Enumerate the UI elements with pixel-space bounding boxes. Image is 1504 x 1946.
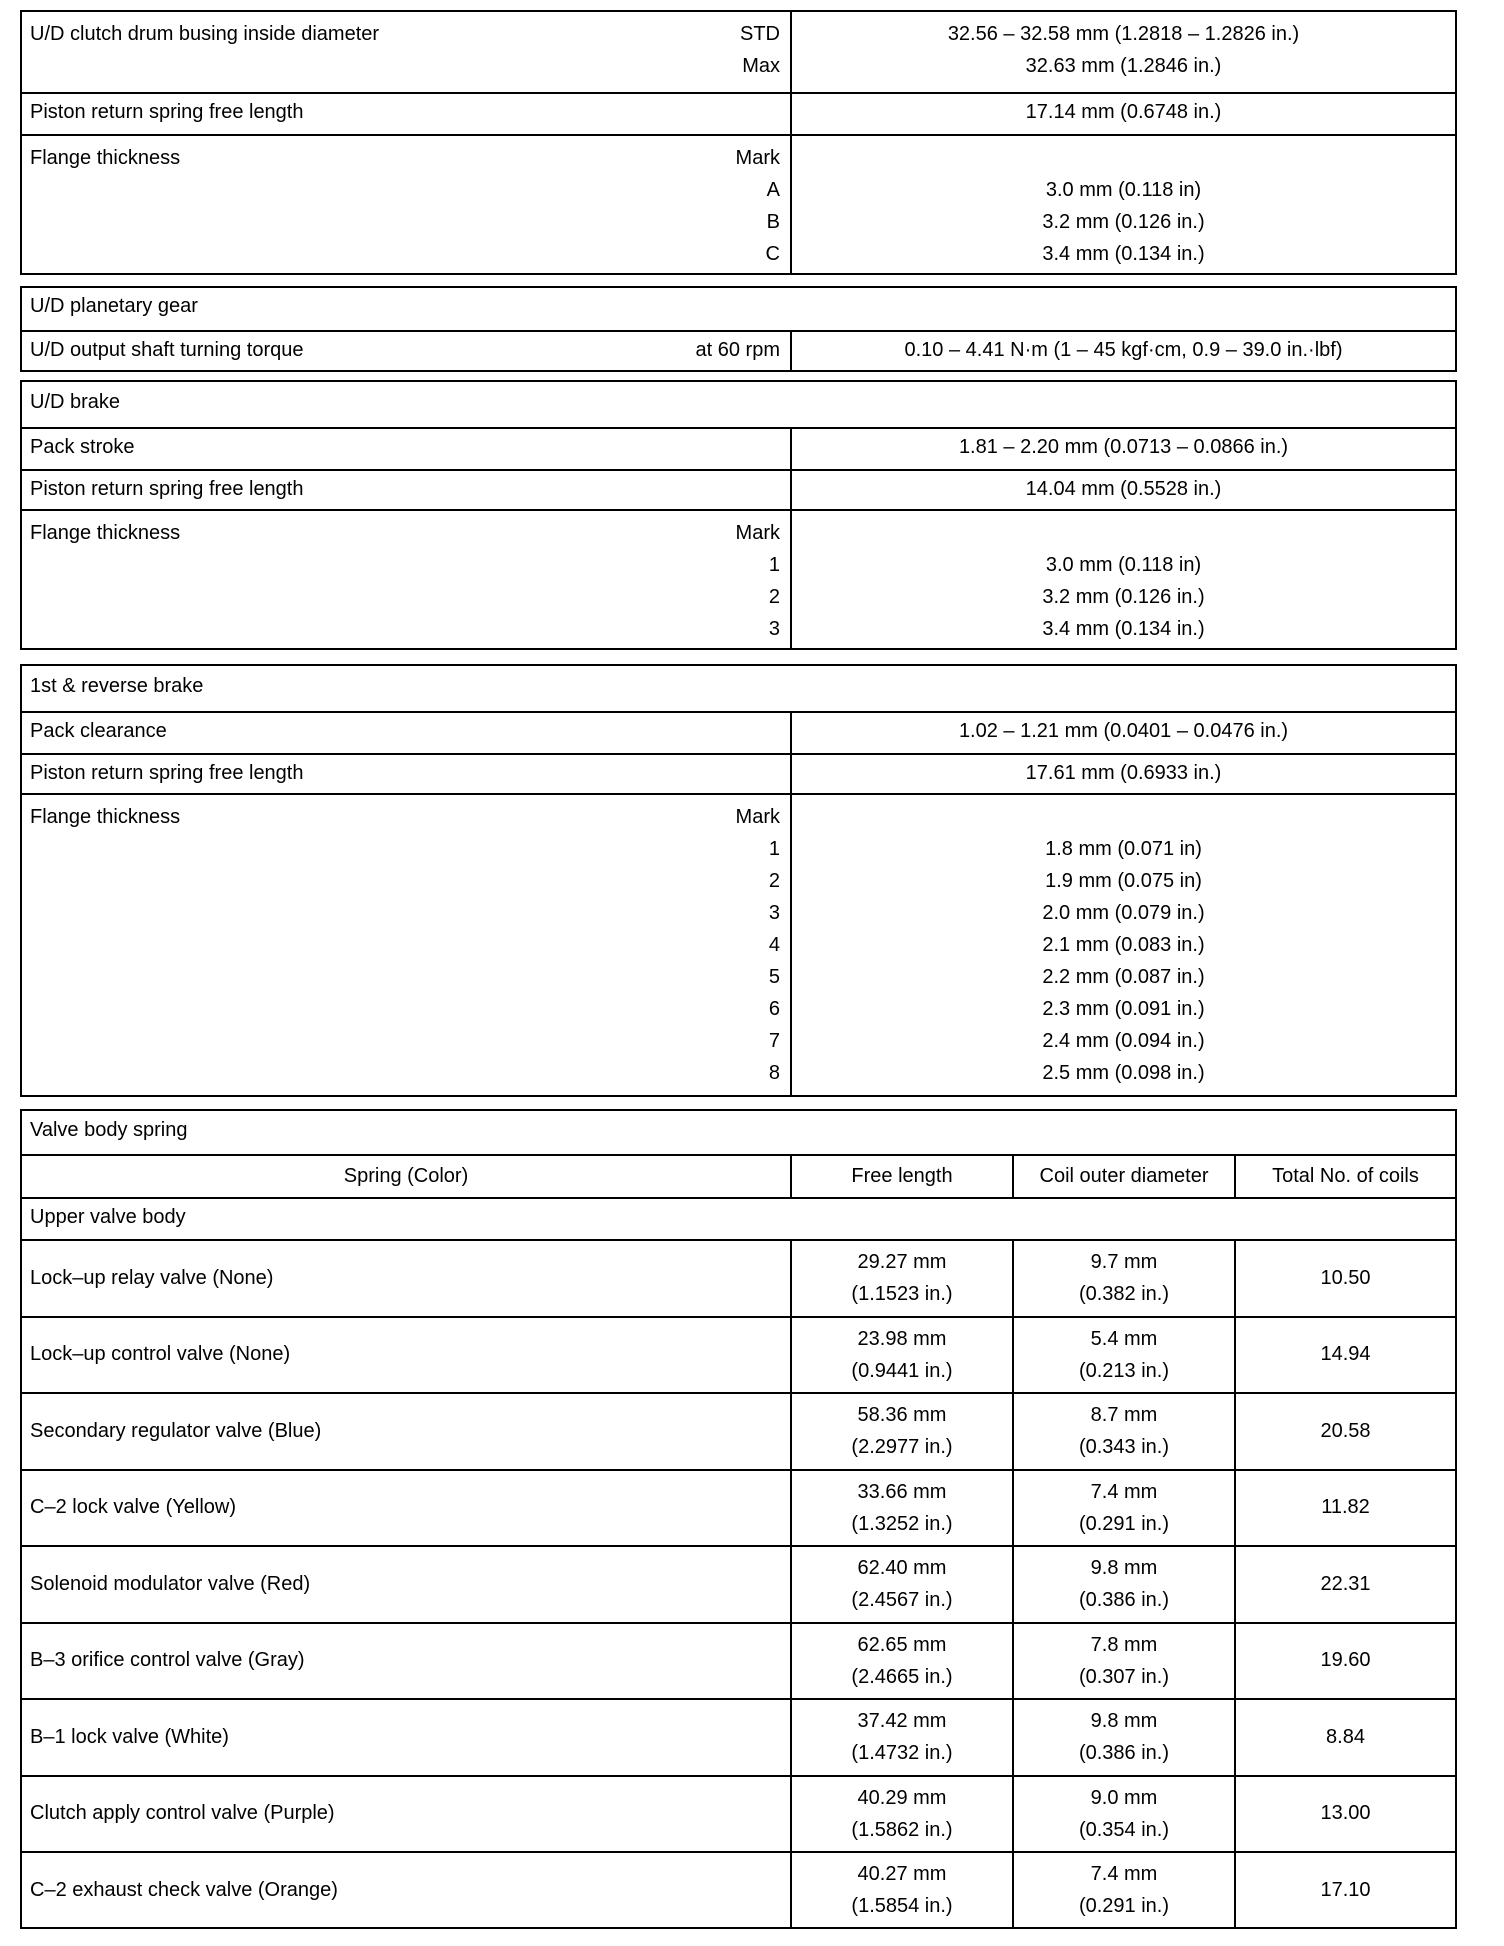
- spring-row: [22, 1698, 1455, 1775]
- coil-diameter-mm: 7.4 mm: [1090, 1480, 1158, 1503]
- mark: C: [765, 243, 780, 265]
- flange-value: 2.3 mm (0.091 in.): [1042, 998, 1205, 1020]
- bushing-row: [22, 12, 1455, 92]
- flange-value: 3.0 mm (0.118 in): [1045, 554, 1202, 576]
- flange-label: Flange thickness: [30, 522, 181, 544]
- pack-clearance-label: Pack clearance: [30, 720, 167, 742]
- free-length-mm: 23.98 mm: [857, 1327, 947, 1350]
- free-length-mm: 40.27 mm: [857, 1863, 947, 1886]
- spring-name: C–2 lock valve (Yellow): [22, 1471, 792, 1546]
- coil-diameter-mm: 5.4 mm: [1090, 1327, 1158, 1350]
- mark: 1: [768, 838, 780, 860]
- total-coils: 20.58: [1320, 1419, 1371, 1442]
- free-length-in: (1.5862 in.): [851, 1818, 953, 1841]
- coil-diameter-in: (0.386 in.): [1078, 1742, 1170, 1765]
- spring-row: [22, 1545, 1455, 1622]
- mark: 2: [768, 870, 780, 892]
- spring-name: Secondary regulator valve (Blue): [22, 1394, 792, 1469]
- coil-diameter-mm: 8.7 mm: [1090, 1404, 1158, 1427]
- coil-diameter-in: (0.343 in.): [1078, 1436, 1170, 1459]
- coil-diameter-in: (0.291 in.): [1078, 1895, 1170, 1918]
- total-coils: 17.10: [1320, 1878, 1371, 1901]
- spring-name: B–1 lock valve (White): [22, 1700, 792, 1775]
- mark: 7: [768, 1030, 780, 1052]
- spring-value: 17.61 mm (0.6933 in.): [1025, 762, 1222, 784]
- header-coil-diameter: Coil outer diameter: [1014, 1156, 1236, 1197]
- ud-planetary-table: [20, 286, 1457, 372]
- free-length-in: (1.3252 in.): [851, 1512, 953, 1535]
- mark: 5: [768, 966, 780, 988]
- spring-row: [22, 1239, 1455, 1316]
- spring-label: Piston return spring free length: [30, 101, 304, 123]
- mark: 8: [768, 1062, 780, 1084]
- free-length-mm: 58.36 mm: [857, 1404, 947, 1427]
- mark: 4: [768, 934, 780, 956]
- flange-label: Flange thickness: [30, 806, 181, 828]
- spring-label: Piston return spring free length: [30, 478, 304, 500]
- spring-name: B–3 orifice control valve (Gray): [22, 1624, 792, 1699]
- free-length-mm: 62.40 mm: [857, 1557, 947, 1580]
- coil-diameter-in: (0.386 in.): [1078, 1589, 1170, 1612]
- free-length-in: (2.4567 in.): [851, 1589, 953, 1612]
- free-length-mm: 29.27 mm: [857, 1251, 947, 1274]
- free-length-in: (1.5854 in.): [851, 1895, 953, 1918]
- coil-diameter-mm: 7.8 mm: [1090, 1633, 1158, 1656]
- mark: 6: [768, 998, 780, 1020]
- coil-diameter-mm: 9.0 mm: [1090, 1786, 1158, 1809]
- total-coils: 19.60: [1320, 1649, 1371, 1672]
- reverse-brake-title: 1st & reverse brake: [30, 675, 204, 697]
- spring-row: [22, 1469, 1455, 1546]
- spring-name: Lock–up relay valve (None): [22, 1241, 792, 1316]
- pack-clearance-value: 1.02 – 1.21 mm (0.0401 – 0.0476 in.): [958, 720, 1289, 742]
- total-coils: 13.00: [1320, 1802, 1371, 1825]
- spring-name: C–2 exhaust check valve (Orange): [22, 1853, 792, 1928]
- coil-diameter-mm: 7.4 mm: [1090, 1863, 1158, 1886]
- mark: B: [766, 211, 780, 233]
- header-spring: Spring (Color): [22, 1156, 792, 1197]
- std-value: 32.56 – 32.58 mm (1.2818 – 1.2826 in.): [947, 23, 1300, 45]
- total-coils: 22.31: [1320, 1572, 1371, 1595]
- coil-diameter-in: (0.213 in.): [1078, 1359, 1170, 1382]
- spring-value: 14.04 mm (0.5528 in.): [1025, 478, 1222, 500]
- flange-row: [22, 134, 1455, 273]
- torque-value: 0.10 – 4.41 N·m (1 – 45 kgf·cm, 0.9 – 39.0 in.·lbf): [904, 339, 1343, 361]
- flange-value: 2.4 mm (0.094 in.): [1042, 1030, 1205, 1052]
- spring-name: Lock–up control valve (None): [22, 1318, 792, 1393]
- coil-diameter-in: (0.291 in.): [1078, 1512, 1170, 1535]
- ud-clutch-table: [20, 10, 1457, 275]
- free-length-mm: 33.66 mm: [857, 1480, 947, 1503]
- column-headers: [22, 1154, 1455, 1197]
- spring-name: Clutch apply control valve (Purple): [22, 1777, 792, 1852]
- torque-row: [22, 330, 1455, 370]
- total-coils: 11.82: [1321, 1496, 1370, 1519]
- mark-label: Mark: [735, 806, 780, 828]
- reverse-brake-table: [20, 664, 1457, 1097]
- total-coils: 14.94: [1320, 1343, 1371, 1366]
- bushing-label: U/D clutch drum busing inside diameter: [30, 23, 380, 45]
- max-label: Max: [742, 55, 780, 77]
- max-value: 32.63 mm (1.2846 in.): [1025, 55, 1222, 77]
- mark-label: Mark: [735, 522, 780, 544]
- mark: 2: [768, 586, 780, 608]
- torque-label: U/D output shaft turning torque: [30, 339, 304, 361]
- spring-value: 17.14 mm (0.6748 in.): [1025, 101, 1222, 123]
- flange-value: 2.0 mm (0.079 in.): [1042, 902, 1205, 924]
- total-coils: 8.84: [1326, 1725, 1365, 1748]
- spring-label: Piston return spring free length: [30, 762, 304, 784]
- spring-name: Solenoid modulator valve (Red): [22, 1547, 792, 1622]
- spring-row: [22, 1775, 1455, 1852]
- free-length-in: (2.2977 in.): [851, 1436, 953, 1459]
- flange-value: 1.8 mm (0.071 in): [1045, 838, 1202, 860]
- total-coils: 10.50: [1320, 1266, 1371, 1289]
- valve-body-spring-table: [20, 1109, 1457, 1929]
- free-length-mm: 37.42 mm: [857, 1710, 947, 1733]
- free-length-mm: 62.65 mm: [857, 1633, 947, 1656]
- pack-stroke-label: Pack stroke: [30, 436, 135, 458]
- mark-label: Mark: [735, 147, 780, 169]
- flange-value: 3.4 mm (0.134 in.): [1042, 618, 1205, 640]
- spring-row: [22, 1316, 1455, 1393]
- flange-label: Flange thickness: [30, 147, 181, 169]
- mark: 3: [768, 902, 780, 924]
- flange-value: 2.5 mm (0.098 in.): [1042, 1062, 1205, 1084]
- pack-stroke-value: 1.81 – 2.20 mm (0.0713 – 0.0866 in.): [958, 436, 1289, 458]
- free-length-in: (1.1523 in.): [851, 1283, 953, 1306]
- planetary-title: U/D planetary gear: [30, 295, 198, 317]
- flange-value: 2.2 mm (0.087 in.): [1042, 966, 1205, 988]
- torque-condition: at 60 rpm: [695, 339, 780, 361]
- mark: 3: [768, 618, 780, 640]
- flange-value: 3.2 mm (0.126 in.): [1042, 211, 1205, 233]
- valve-body-title: Valve body spring: [30, 1119, 188, 1141]
- coil-diameter-in: (0.354 in.): [1078, 1818, 1170, 1841]
- spring-row: [22, 1851, 1455, 1928]
- flange-value: 3.0 mm (0.118 in): [1045, 179, 1202, 201]
- flange-value: 2.1 mm (0.083 in.): [1042, 934, 1205, 956]
- free-length-in: (2.4665 in.): [851, 1665, 953, 1688]
- flange-value: 1.9 mm (0.075 in): [1045, 870, 1202, 892]
- ud-brake-table: [20, 380, 1457, 650]
- header-free-length: Free length: [792, 1156, 1014, 1197]
- coil-diameter-in: (0.382 in.): [1078, 1283, 1170, 1306]
- mark: A: [766, 179, 780, 201]
- free-length-mm: 40.29 mm: [857, 1786, 947, 1809]
- flange-row: [22, 793, 1455, 1095]
- spring-row: [22, 1392, 1455, 1469]
- free-length-in: (0.9441 in.): [851, 1359, 953, 1382]
- flange-value: 3.2 mm (0.126 in.): [1042, 586, 1205, 608]
- coil-diameter-mm: 9.8 mm: [1090, 1557, 1158, 1580]
- spring-row: [22, 1622, 1455, 1699]
- ud-brake-title: U/D brake: [30, 391, 121, 413]
- coil-diameter-in: (0.307 in.): [1078, 1665, 1170, 1688]
- header-coils: Total No. of coils: [1272, 1165, 1419, 1187]
- spring-row: [22, 92, 1455, 134]
- coil-diameter-mm: 9.8 mm: [1090, 1710, 1158, 1733]
- mark: 1: [768, 554, 780, 576]
- flange-value: 3.4 mm (0.134 in.): [1042, 243, 1205, 265]
- free-length-in: (1.4732 in.): [851, 1742, 953, 1765]
- section-upper-valve-body: Upper valve body: [30, 1206, 186, 1228]
- flange-row: [22, 509, 1455, 648]
- coil-diameter-mm: 9.7 mm: [1090, 1251, 1158, 1274]
- std-label: STD: [740, 23, 780, 45]
